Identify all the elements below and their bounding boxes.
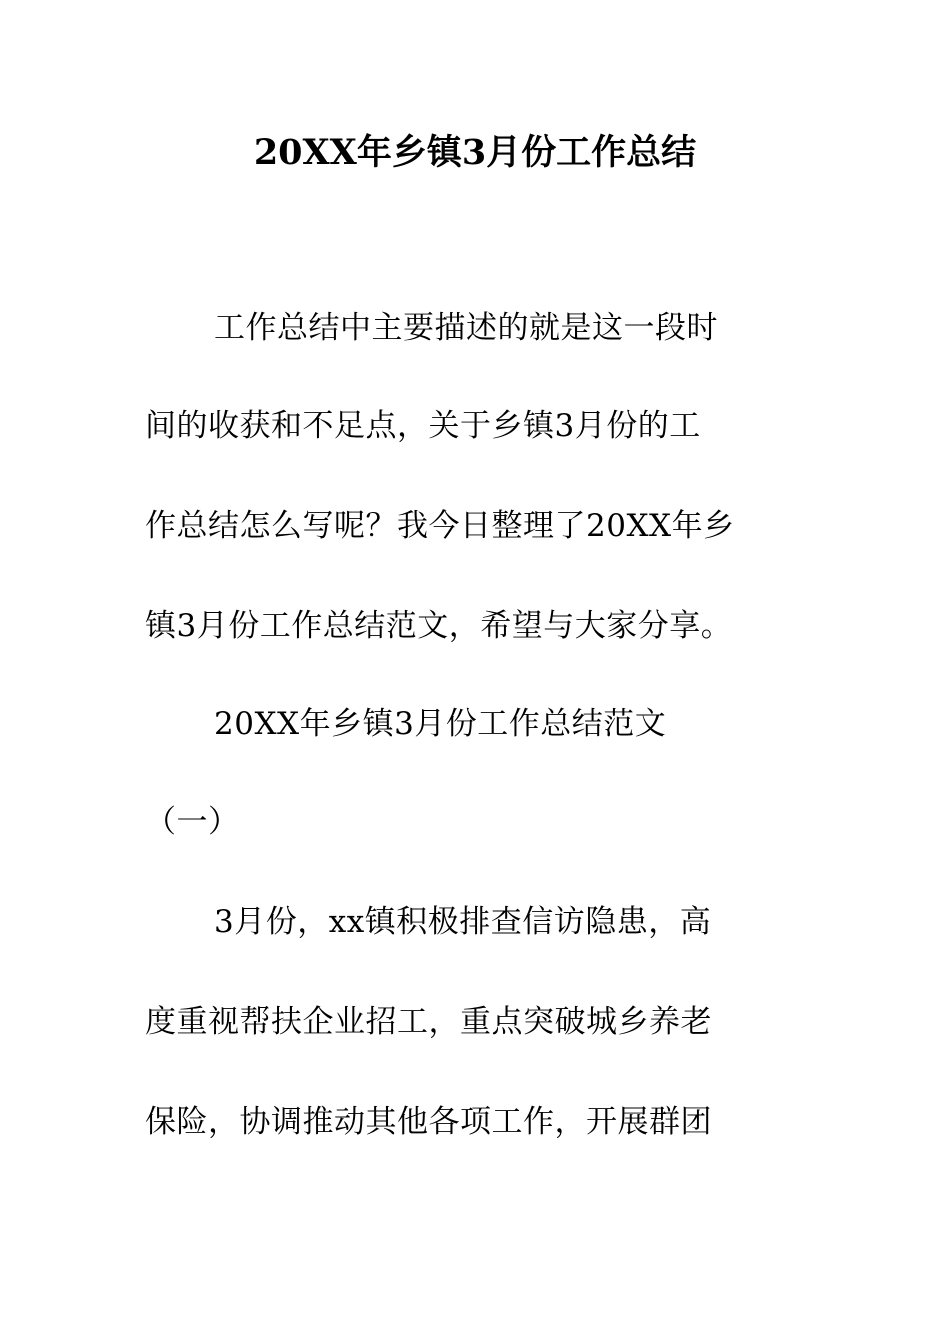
paragraph-line-1: 工作总结中主要描述的就是这一段时 <box>214 310 718 346</box>
paragraph-line-5: 3月份，xx镇积极排查信访隐患，高 <box>214 904 712 940</box>
paragraph-line-7: 保险，协调推动其他各项工作，开展群团 <box>145 1104 712 1140</box>
document-title: 20XX年乡镇3月份工作总结 <box>253 132 697 173</box>
paragraph-line-4: 镇3月份工作总结范文，希望与大家分享。 <box>145 608 733 644</box>
section-heading: 20XX年乡镇3月份工作总结范文 <box>214 706 667 742</box>
section-number: （一） <box>145 804 240 840</box>
paragraph-line-2: 间的收获和不足点，关于乡镇3月份的工 <box>145 408 701 444</box>
paragraph-line-3: 作总结怎么写呢？我今日整理了20XX年乡 <box>145 508 735 544</box>
paragraph-line-6: 度重视帮扶企业招工，重点突破城乡养老 <box>145 1004 712 1040</box>
